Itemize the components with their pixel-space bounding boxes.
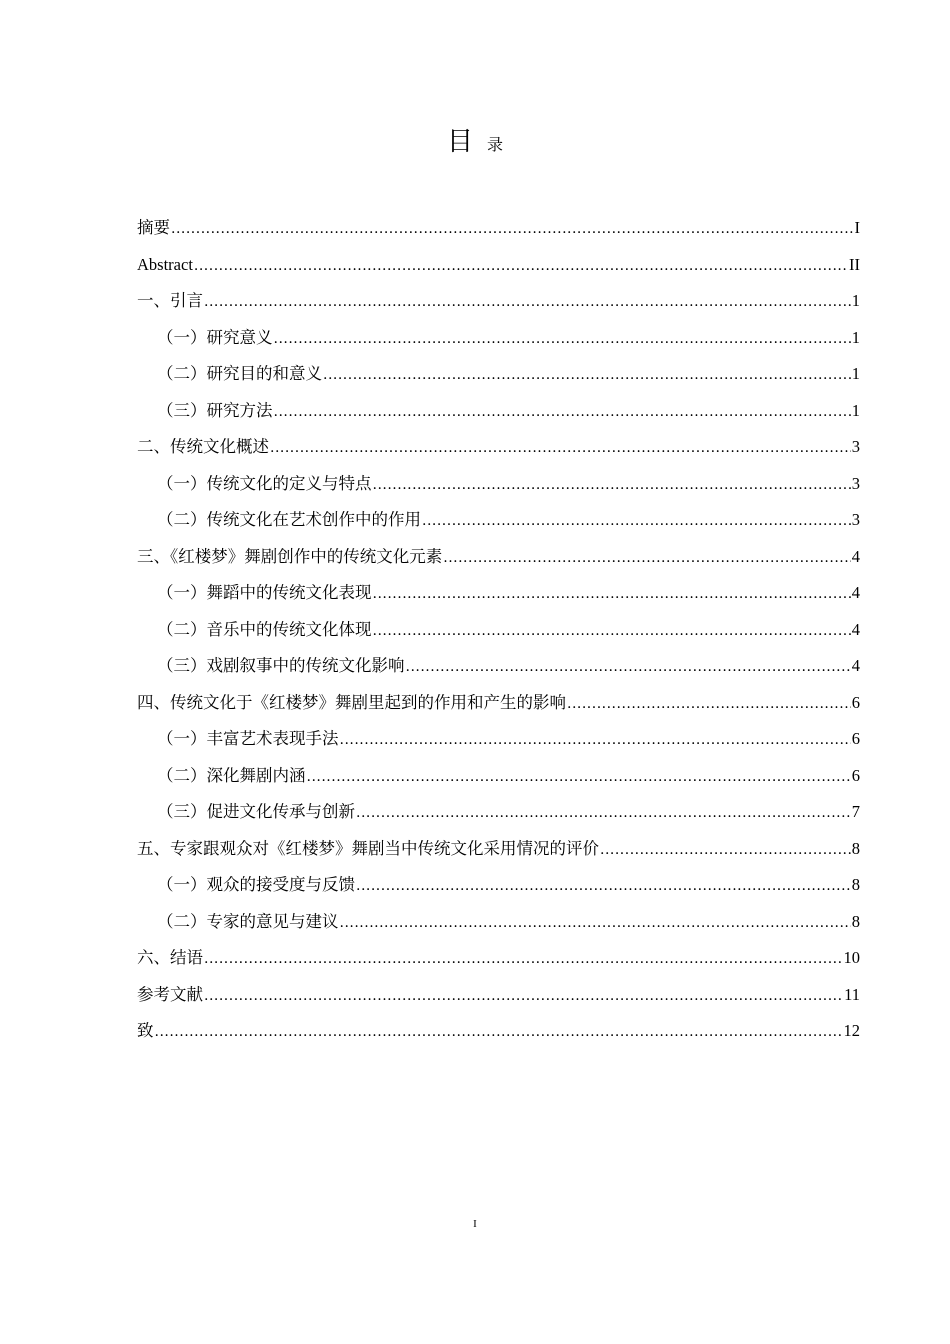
toc-entry-ch2[interactable] bbox=[137, 429, 860, 466]
toc-entry-label: （二）深化舞剧内涵 bbox=[157, 765, 306, 785]
toc-entry-acknowledgements[interactable] bbox=[137, 1013, 860, 1050]
dot-leader bbox=[340, 722, 851, 759]
toc-entry-label: 二、传统文化概述 bbox=[137, 437, 269, 456]
toc-entry-ch1-2[interactable] bbox=[137, 356, 860, 393]
toc-entry-page: 1 bbox=[851, 327, 860, 347]
toc-entry-page: 1 bbox=[851, 400, 860, 420]
toc-entry-label: 五、专家跟观众对《红楼梦》舞剧当中传统文化采用情况的评价 bbox=[137, 838, 599, 858]
toc-entry-page: 4 bbox=[851, 583, 860, 602]
toc-entry-ch1[interactable] bbox=[137, 283, 860, 320]
toc-entry-label: 参考文献 bbox=[137, 984, 203, 1004]
toc-entry-label: （三）研究方法 bbox=[157, 400, 273, 420]
toc-entry-page: 6 bbox=[851, 765, 860, 785]
toc-entry-ch5-1[interactable] bbox=[137, 867, 860, 904]
toc-entry-page: 12 bbox=[843, 1021, 860, 1040]
toc-entry-page: 7 bbox=[851, 802, 860, 821]
toc-entry-page: 3 bbox=[851, 437, 860, 456]
toc-entry-page: I bbox=[854, 218, 860, 237]
toc-entry-ch4[interactable] bbox=[137, 685, 860, 722]
toc-entry-page: 6 bbox=[851, 729, 860, 748]
toc-entry-label: （二）研究目的和意义 bbox=[157, 364, 322, 383]
toc-entry-page: 4 bbox=[851, 656, 860, 675]
toc-entry-page: 8 bbox=[851, 911, 860, 931]
toc-entry-page: 8 bbox=[851, 838, 860, 858]
dot-leader bbox=[356, 868, 851, 905]
toc-entry-ch3-3[interactable] bbox=[137, 648, 860, 685]
toc-entry-page: 3 bbox=[851, 473, 860, 493]
toc-entry-label: Abstract bbox=[137, 254, 193, 274]
dot-leader bbox=[307, 759, 851, 796]
toc-entry-ch4-2[interactable] bbox=[137, 758, 860, 795]
dot-leader bbox=[443, 540, 851, 577]
toc-title-sub: 录 bbox=[487, 135, 504, 154]
toc-entry-label: 三、《红楼梦》舞剧创作中的传统文化元素 bbox=[137, 546, 443, 566]
dot-leader bbox=[600, 832, 851, 869]
toc-entry-ch4-3[interactable] bbox=[137, 794, 860, 831]
toc-entry-page: II bbox=[849, 254, 860, 274]
toc-entry-ch4-1[interactable] bbox=[137, 721, 860, 758]
toc-entry-label: （一）丰富艺术表现手法 bbox=[157, 729, 339, 748]
dot-leader bbox=[155, 1014, 843, 1051]
dot-leader bbox=[204, 941, 843, 978]
dot-leader bbox=[422, 503, 851, 540]
toc-entry-ch3[interactable] bbox=[137, 539, 860, 576]
toc-entry-label: （二）专家的意见与建议 bbox=[157, 911, 339, 931]
toc-entry-label: （三）促进文化传承与创新 bbox=[157, 802, 355, 821]
toc-entry-abstract-en[interactable] bbox=[137, 247, 860, 284]
dot-leader bbox=[274, 321, 851, 358]
toc-entry-label: （一）传统文化的定义与特点 bbox=[157, 473, 372, 493]
toc-entry-ch1-3[interactable] bbox=[137, 393, 860, 430]
dot-leader bbox=[373, 576, 851, 613]
toc-entry-label: （二）传统文化在艺术创作中的作用 bbox=[157, 510, 421, 529]
toc-entry-page: 8 bbox=[851, 875, 860, 894]
dot-leader bbox=[356, 795, 851, 832]
toc-entry-page: 4 bbox=[851, 619, 860, 639]
dot-leader bbox=[323, 357, 851, 394]
dot-leader bbox=[373, 467, 851, 504]
toc-entry-ch3-1[interactable] bbox=[137, 575, 860, 612]
toc-entry-page: 1 bbox=[851, 364, 860, 383]
dot-leader bbox=[194, 248, 848, 285]
dot-leader bbox=[204, 978, 843, 1015]
toc-entry-label: 致 bbox=[137, 1021, 154, 1040]
dot-leader bbox=[270, 430, 851, 467]
toc-title-main: 目 bbox=[446, 127, 473, 157]
toc-entry-label: （二）音乐中的传统文化体现 bbox=[157, 619, 372, 639]
toc-entry-label: 四、传统文化于《红楼梦》舞剧里起到的作用和产生的影响 bbox=[137, 692, 566, 712]
page-footer-number: I bbox=[473, 1218, 477, 1230]
dot-leader bbox=[340, 905, 851, 942]
dot-leader bbox=[274, 394, 851, 431]
toc-entry-label: （一）舞蹈中的传统文化表现 bbox=[157, 583, 372, 602]
toc-entry-label: （一）观众的接受度与反馈 bbox=[157, 875, 355, 894]
toc-entry-ch2-2[interactable] bbox=[137, 502, 860, 539]
toc-entry-ch5-2[interactable] bbox=[137, 904, 860, 941]
toc-entry-ch5[interactable] bbox=[137, 831, 860, 868]
dot-leader bbox=[567, 686, 851, 723]
toc-entry-abstract-cn[interactable] bbox=[137, 210, 860, 247]
toc-entry-label: （三）戏剧叙事中的传统文化影响 bbox=[157, 656, 405, 675]
toc-entry-ch3-2[interactable] bbox=[137, 612, 860, 649]
toc-entry-references[interactable] bbox=[137, 977, 860, 1014]
dot-leader bbox=[373, 613, 851, 650]
toc-entry-label: 六、结语 bbox=[137, 948, 203, 967]
toc-entry-ch2-1[interactable] bbox=[137, 466, 860, 503]
toc-entry-ch1-1[interactable] bbox=[137, 320, 860, 357]
dot-leader bbox=[406, 649, 851, 686]
toc-entry-page: 10 bbox=[843, 948, 860, 967]
toc-entry-label: （一）研究意义 bbox=[157, 327, 273, 347]
toc-entry-page: 4 bbox=[851, 546, 860, 566]
toc-entry-page: 11 bbox=[844, 984, 860, 1004]
toc-entry-label: 一、引言 bbox=[137, 291, 203, 310]
toc-entry-page: 3 bbox=[851, 510, 860, 529]
toc-entry-page: 6 bbox=[851, 692, 860, 712]
toc-entry-ch6[interactable] bbox=[137, 940, 860, 977]
table-of-contents bbox=[137, 210, 860, 1050]
dot-leader bbox=[171, 211, 854, 248]
toc-entry-label: 摘要 bbox=[137, 218, 170, 237]
dot-leader bbox=[204, 284, 851, 321]
toc-title bbox=[0, 126, 950, 161]
toc-entry-page: 1 bbox=[851, 291, 860, 310]
